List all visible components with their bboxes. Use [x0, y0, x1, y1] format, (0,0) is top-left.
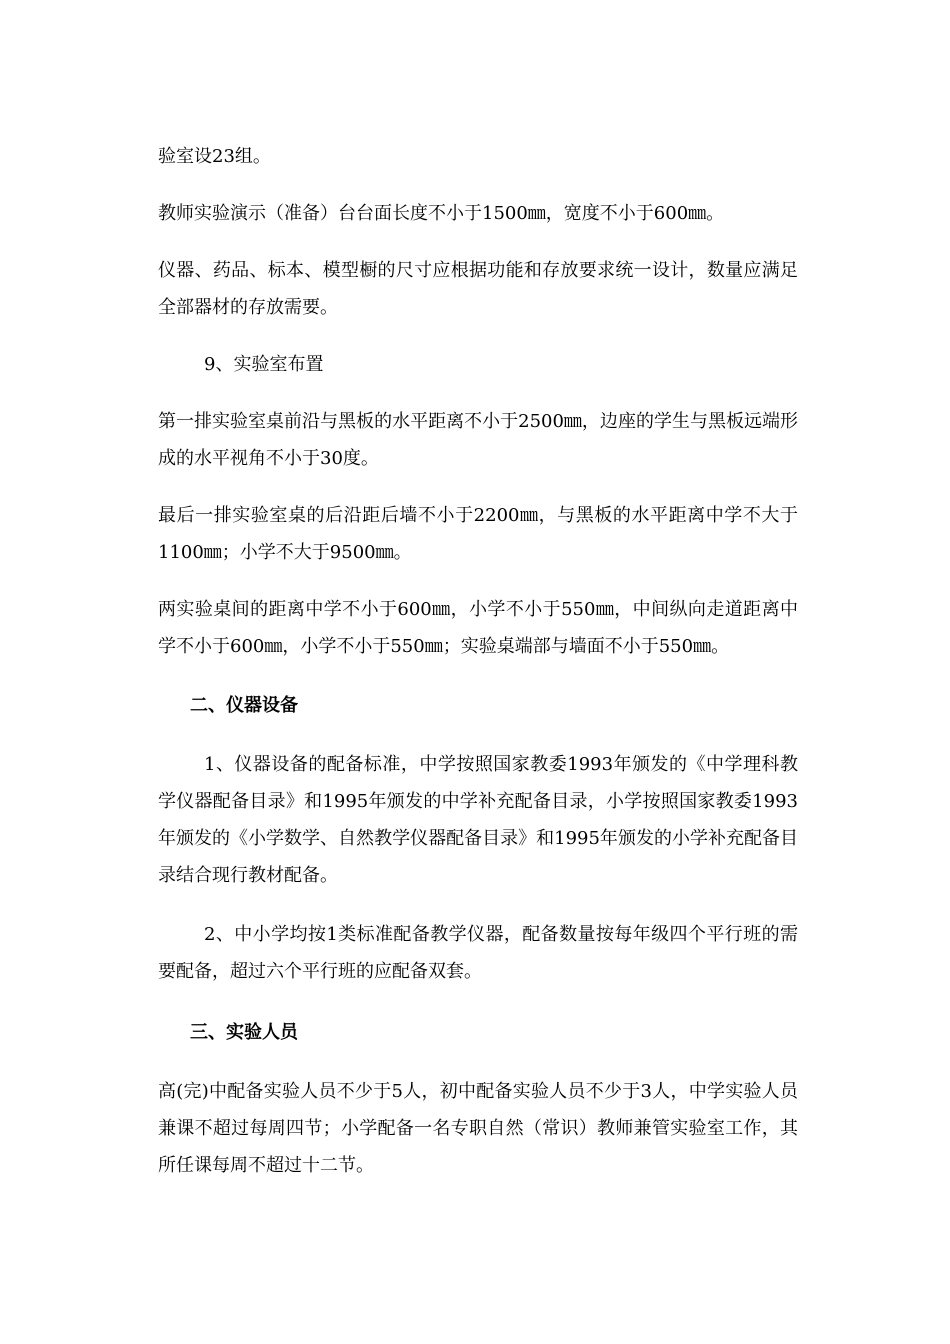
spacer	[158, 1051, 798, 1073]
spacer	[158, 990, 798, 1014]
spacer	[158, 232, 798, 252]
spacer	[158, 571, 798, 591]
spacer	[158, 326, 798, 346]
paragraph-first-row: 第一排实验室桌前沿与黑板的水平距离不小于2500㎜，边座的学生与黑板远端形成的水平视角不小于30度。	[158, 411, 798, 469]
spacer	[158, 175, 798, 195]
spacer	[158, 894, 798, 916]
paragraph-equipment-standard: 1、仪器设备的配备标准，中学按照国家教委1993年颁发的《中学理科教学仪器配备目录》和1995年颁发的中学补充配备目录，小学按照国家教委1993年颁发的《小学数学、自然教学仪器配备目录》和1995年颁发的小学补充配备目录结合现行教材配备。	[158, 754, 798, 886]
paragraph-lab-groups: 验室设23组。	[158, 146, 271, 167]
spacer	[158, 477, 798, 497]
paragraph-cabinets: 仪器、药品、标本、模型橱的尺寸应根据功能和存放要求统一设计，数量应满足全部器材的存放需要。	[158, 260, 798, 318]
spacer	[158, 383, 798, 403]
paragraph-last-row: 最后一排实验室桌的后沿距后墙不小于2200㎜，与黑板的水平距离中学不大于1100㎜；小学不大于9500㎜。	[158, 505, 798, 563]
paragraph-table-spacing: 两实验桌间的距离中学不小于600㎜，小学不小于550㎜，中间纵向走道距离中学不小于600㎜，小学不小于550㎜；实验桌端部与墙面不小于550㎜。	[158, 599, 798, 657]
subheading-lab-layout: 9、实验室布置	[204, 354, 324, 375]
spacer	[158, 724, 798, 746]
paragraph-staff: 高(完)中配备实验人员不少于5人，初中配备实验人员不少于3人，中学实验人员兼课不超过每周四节；小学配备一名专职自然（常识）教师兼管实验室工作，其所任课每周不超过十二节。	[158, 1081, 798, 1176]
document-page	[158, 138, 798, 1184]
section-heading-staff: 三、实验人员	[190, 1022, 298, 1043]
paragraph-teacher-table: 教师实验演示（准备）台台面长度不小于1500㎜，宽度不小于600㎜。	[158, 203, 725, 224]
paragraph-equipment-quantity: 2、中小学均按1类标准配备教学仪器，配备数量按每年级四个平行班的需要配备，超过六个平行班的应配备双套。	[158, 924, 798, 982]
section-heading-equipment: 二、仪器设备	[190, 695, 298, 716]
spacer	[158, 665, 798, 687]
